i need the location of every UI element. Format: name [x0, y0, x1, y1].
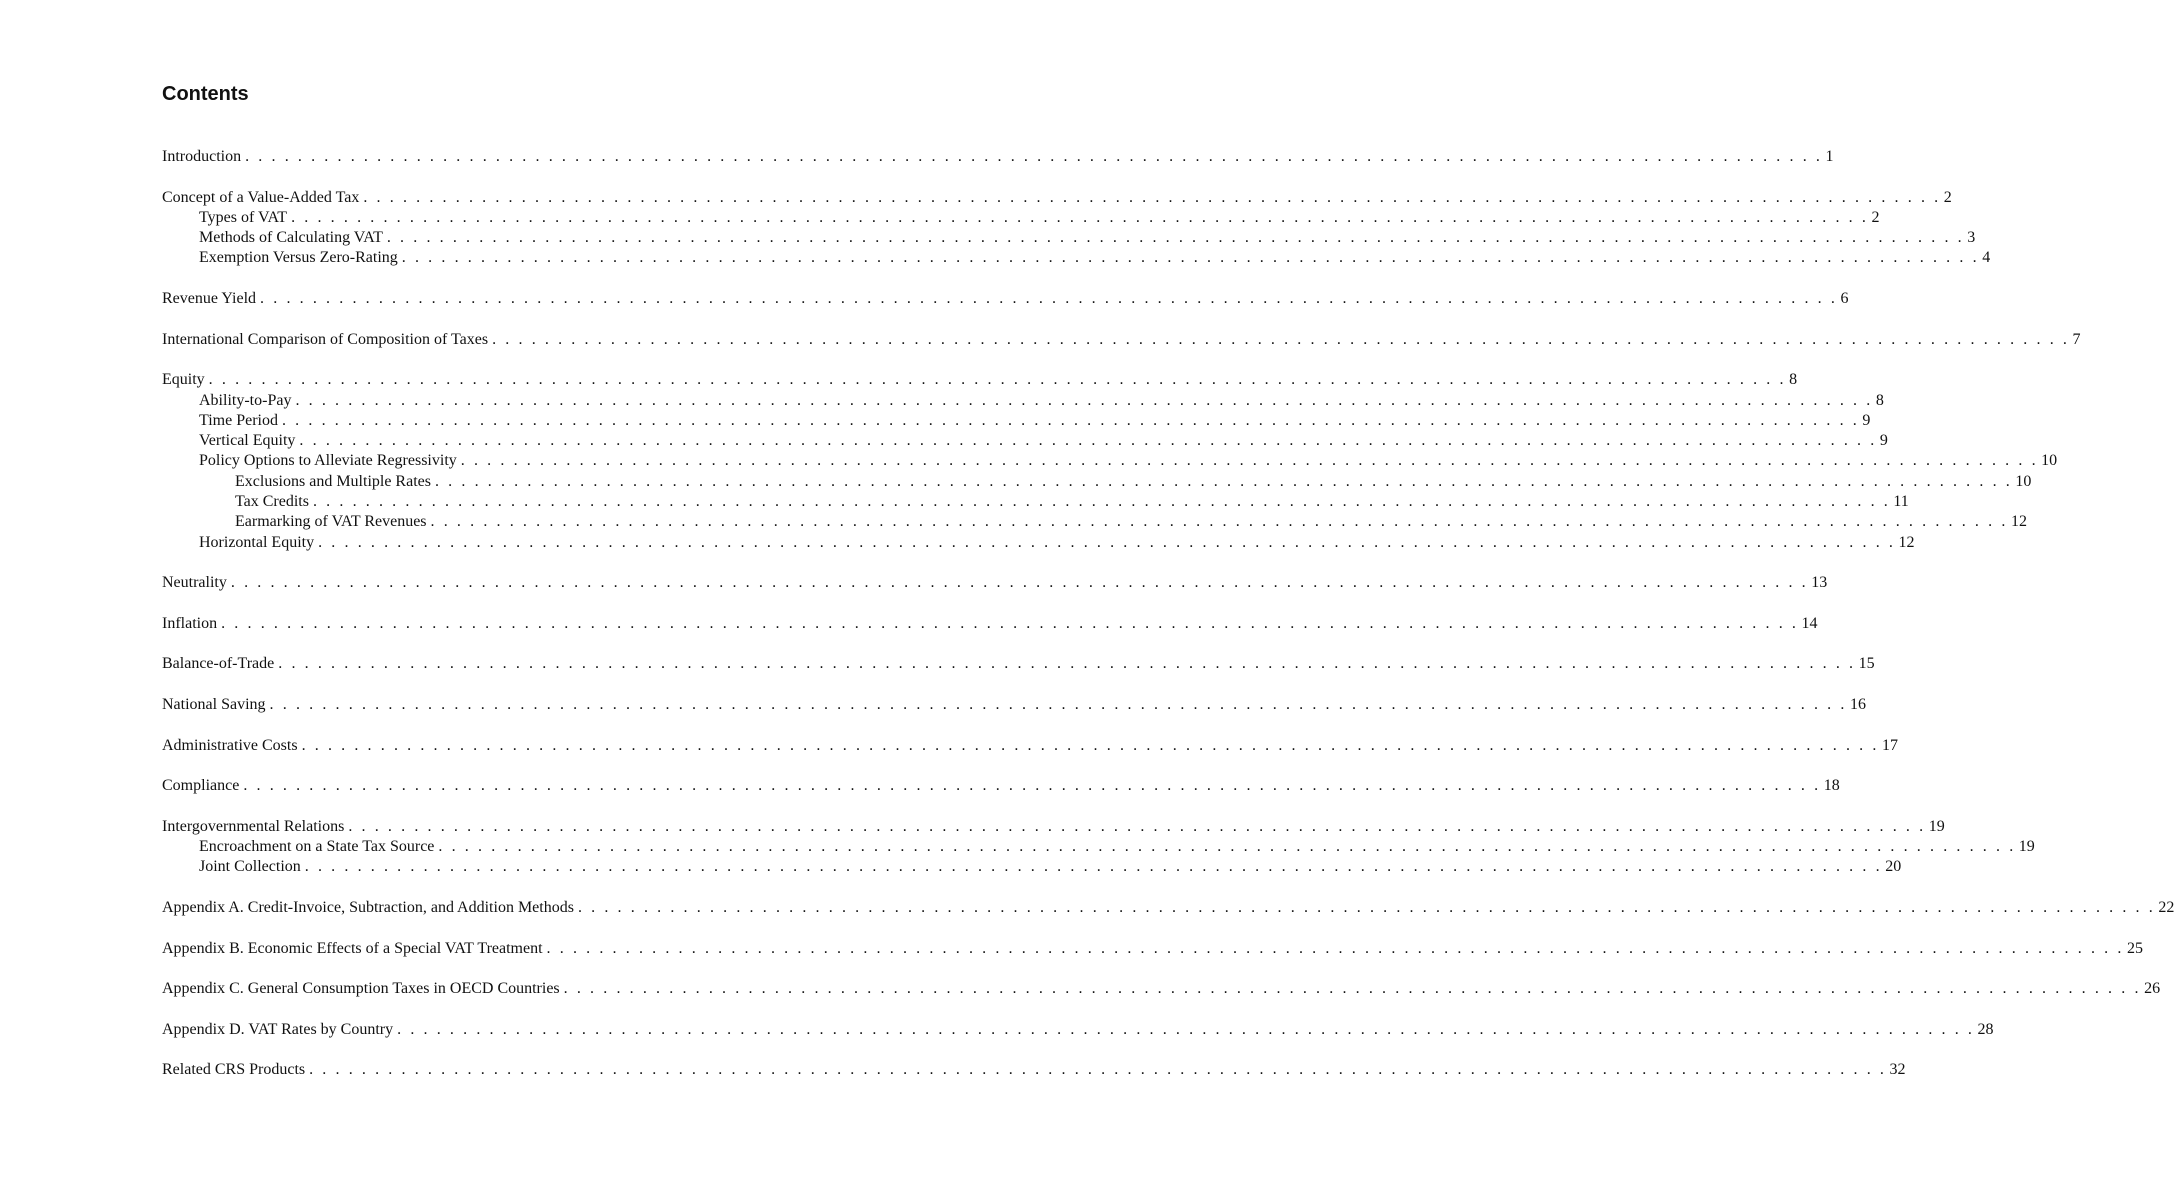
toc-dot-leader: . . . . . . . . . . . . . . . . . . . . . . . . . . . . . . . . . . . . . . . . . . . . . . . . . . . . . . . . . . . . . . . . . . . . . . . . . . . . . . . . . . . . . . . . . . . . . . . . . . . . . . . . . . . . . . . . . . . . . . . . [291, 208, 1869, 226]
toc-dot-leader: . . . . . . . . . . . . . . . . . . . . . . . . . . . . . . . . . . . . . . . . . . . . . . . . . . . . . . . . . . . . . . . . . . . . . . . . . . . . . . . . . . . . . . . . . . . . . . . . . . . . . . . . . . . . . . . . . . . . . . . . [363, 188, 1941, 206]
toc-entry-label: Revenue Yield [162, 290, 257, 308]
toc-dot-leader: . . . . . . . . . . . . . . . . . . . . . . . . . . . . . . . . . . . . . . . . . . . . . . . . . . . . . . . . . . . . . . . . . . . . . . . . . . . . . . . . . . . . . . . . . . . . . . . . . . . . . . . . . . . . . . . . . . . . . . . . [430, 513, 2008, 531]
toc-entry[interactable] [162, 228, 1976, 248]
toc-entry[interactable] [162, 147, 1834, 167]
toc-entry-page-number: 1 [1825, 148, 1834, 165]
toc-entry[interactable] [162, 776, 1840, 796]
toc-entry-label: Methods of Calculating VAT [199, 229, 383, 247]
toc-entry-page-number: 6 [1840, 290, 1849, 308]
toc-entry-label: Balance-of-Trade [162, 655, 275, 673]
toc-entry[interactable] [162, 898, 2174, 918]
toc-entry-page-number: 10 [2041, 452, 2058, 470]
toc-dot-leader: . . . . . . . . . . . . . . . . . . . . . . . . . . . . . . . . . . . . . . . . . . . . . . . . . . . . . . . . . . . . . . . . . . . . . . . . . . . . . . . . . . . . . . . . . . . . . . . . . . . . . . . . . . . . . . . . . . . . . . . . [386, 229, 1965, 247]
toc-dot-leader: . . . . . . . . . . . . . . . . . . . . . . . . . . . . . . . . . . . . . . . . . . . . . . . . . . . . . . . . . . . . . . . . . . . . . . . . . . . . . . . . . . . . . . . . . . . . . . . . . . . . . . . . . . . . . . . . . . . . . . . . [230, 574, 1809, 592]
toc-entry-label: National Saving [162, 696, 266, 714]
toc-entry-label: Encroachment on a State Tax Source [199, 838, 435, 856]
toc-entry-page-number: 9 [1879, 432, 1888, 450]
toc-entry-page-number: 13 [1811, 574, 1828, 592]
toc-dot-leader: . . . . . . . . . . . . . . . . . . . . . . . . . . . . . . . . . . . . . . . . . . . . . . . . . . . . . . . . . . . . . . . . . . . . . . . . . . . . . . . . . . . . . . . . . . . . . . . . . . . . . . . . . . . . . . . . . . . . . . . . [295, 391, 1873, 409]
toc-entry-page-number: 15 [1858, 655, 1875, 673]
toc-entry-page-number: 4 [1982, 249, 1991, 267]
toc-dot-leader: . . . . . . . . . . . . . . . . . . . . . . . . . . . . . . . . . . . . . . . . . . . . . . . . . . . . . . . . . . . . . . . . . . . . . . . . . . . . . . . . . . . . . . . . . . . . . . . . . . . . . . . . . . . . . . . . . . . . . . . . [221, 614, 1799, 632]
toc-dot-leader: . . . . . . . . . . . . . . . . . . . . . . . . . . . . . . . . . . . . . . . . . . . . . . . . . . . . . . . . . . . . . . . . . . . . . . . . . . . . . . . . . . . . . . . . . . . . . . . . . . . . . . . . . . . . . . . . . . . . . . . . [304, 858, 1883, 876]
toc-entry-page-number: 32 [1889, 1061, 1906, 1079]
toc-dot-leader: . . . . . . . . . . . . . . . . . . . . . . . . . . . . . . . . . . . . . . . . . . . . . . . . . . . . . . . . . . . . . . . . . . . . . . . . . . . . . . . . . . . . . . . . . . . . . . . . . . . . . . . . . . . . . . . . . . . . . . . . [563, 980, 2142, 998]
toc-entry-label: Appendix A. Credit-Invoice, Subtraction, and Addition Methods [162, 898, 574, 916]
toc-entry[interactable] [162, 654, 1875, 674]
toc-dot-leader: . . . . . . . . . . . . . . . . . . . . . . . . . . . . . . . . . . . . . . . . . . . . . . . . . . . . . . . . . . . . . . . . . . . . . . . . . . . . . . . . . . . . . . . . . . . . . . . . . . . . . . . . . . . . . . . . . . . . . . . . [397, 1020, 1975, 1038]
toc-dot-leader: . . . . . . . . . . . . . . . . . . . . . . . . . . . . . . . . . . . . . . . . . . . . . . . . . . . . . . . . . . . . . . . . . . . . . . . . . . . . . . . . . . . . . . . . . . . . . . . . . . . . . . . . . . . . . . . . . . . . . . . . [577, 898, 2156, 916]
toc-entry-page-number: 9 [1862, 411, 1871, 429]
toc-entry[interactable] [162, 330, 2081, 350]
toc-entry-page-number: 20 [1885, 858, 1902, 876]
toc-entry[interactable] [162, 289, 1849, 309]
toc-dot-leader: . . . . . . . . . . . . . . . . . . . . . . . . . . . . . . . . . . . . . . . . . . . . . . . . . . . . . . . . . . . . . . . . . . . . . . . . . . . . . . . . . . . . . . . . . . . . . . . . . . . . . . . . . . . . . . . . . . . . . . . . [243, 777, 1821, 795]
toc-entry[interactable] [162, 573, 1828, 593]
toc-entry[interactable] [162, 492, 1909, 512]
toc-entry[interactable] [162, 411, 1871, 431]
toc-dot-leader: . . . . . . . . . . . . . . . . . . . . . . . . . . . . . . . . . . . . . . . . . . . . . . . . . . . . . . . . . . . . . . . . . . . . . . . . . . . . . . . . . . . . . . . . . . . . . . . . . . . . . . . . . . . . . . . . . . . . . . . . [278, 655, 1856, 673]
toc-dot-leader: . . . . . . . . . . . . . . . . . . . . . . . . . . . . . . . . . . . . . . . . . . . . . . . . . . . . . . . . . . . . . . . . . . . . . . . . . . . . . . . . . . . . . . . . . . . . . . . . . . . . . . . . . . . . . . . . . . . . . . . . [301, 736, 1879, 754]
table-of-contents [162, 147, 2174, 1081]
toc-entry[interactable] [162, 736, 1898, 756]
toc-entry-label: Inflation [162, 614, 218, 632]
toc-entry-label: Appendix B. Economic Effects of a Special VAT Treatment [162, 939, 543, 957]
toc-entry[interactable] [162, 208, 1880, 228]
toc-entry[interactable] [162, 939, 2143, 959]
toc-entry-label: International Comparison of Composition of Taxes [162, 330, 489, 348]
toc-entry-label: Equity [162, 371, 205, 389]
toc-entry-label: Vertical Equity [199, 432, 296, 450]
toc-entry-label: Joint Collection [199, 858, 301, 876]
toc-entry-label: Compliance [162, 777, 240, 795]
toc-entry-page-number: 11 [1893, 493, 1909, 511]
toc-entry[interactable] [162, 1060, 1906, 1080]
toc-dot-leader: . . . . . . . . . . . . . . . . . . . . . . . . . . . . . . . . . . . . . . . . . . . . . . . . . . . . . . . . . . . . . . . . . . . . . . . . . . . . . . . . . . . . . . . . . . . . . . . . . . . . . . . . . . . . . . . . . . . . . . . . [208, 371, 1787, 389]
toc-entry-page-number: 19 [1928, 817, 1945, 835]
toc-entry-page-number: 14 [1801, 614, 1818, 632]
toc-entry-page-number: 19 [2018, 838, 2035, 856]
toc-entry[interactable] [162, 451, 2058, 471]
toc-entry-label: Exemption Versus Zero-Rating [199, 249, 398, 267]
toc-dot-leader: . . . . . . . . . . . . . . . . . . . . . . . . . . . . . . . . . . . . . . . . . . . . . . . . . . . . . . . . . . . . . . . . . . . . . . . . . . . . . . . . . . . . . . . . . . . . . . . . . . . . . . . . . . . . . . . . . . . . . . . . [309, 1061, 1887, 1079]
toc-entry-label: Concept of a Value-Added Tax [162, 188, 360, 206]
toc-dot-leader: . . . . . . . . . . . . . . . . . . . . . . . . . . . . . . . . . . . . . . . . . . . . . . . . . . . . . . . . . . . . . . . . . . . . . . . . . . . . . . . . . . . . . . . . . . . . . . . . . . . . . . . . . . . . . . . . . . . . . . . . [460, 452, 2039, 470]
toc-dot-leader: . . . . . . . . . . . . . . . . . . . . . . . . . . . . . . . . . . . . . . . . . . . . . . . . . . . . . . . . . . . . . . . . . . . . . . . . . . . . . . . . . . . . . . . . . . . . . . . . . . . . . . . . . . . . . . . . . . . . . . . . [269, 696, 1847, 714]
toc-entry-page-number: 7 [2072, 330, 2081, 348]
toc-entry-label: Time Period [199, 411, 278, 429]
toc-dot-leader: . . . . . . . . . . . . . . . . . . . . . . . . . . . . . . . . . . . . . . . . . . . . . . . . . . . . . . . . . . . . . . . . . . . . . . . . . . . . . . . . . . . . . . . . . . . . . . . . . . . . . . . . . . . . . . . . . . . . . . . . [348, 817, 1926, 835]
toc-entry[interactable] [162, 857, 1902, 877]
toc-entry[interactable] [162, 431, 1888, 451]
toc-entry-page-number: 25 [2126, 939, 2143, 957]
toc-entry-page-number: 8 [1789, 371, 1798, 389]
toc-entry-label: Introduction [162, 148, 242, 165]
toc-entry[interactable] [162, 695, 1866, 715]
toc-entry-label: Related CRS Products [162, 1061, 306, 1079]
toc-entry[interactable] [162, 248, 1991, 268]
toc-entry-page-number: 10 [2015, 472, 2032, 490]
toc-entry-label: Neutrality [162, 574, 227, 592]
toc-entry[interactable] [162, 817, 1945, 837]
toc-dot-leader: . . . . . . . . . . . . . . . . . . . . . . . . . . . . . . . . . . . . . . . . . . . . . . . . . . . . . . . . . . . . . . . . . . . . . . . . . . . . . . . . . . . . . . . . . . . . . . . . . . . . . . . . . . . . . . . . . . . . . . . . [281, 411, 1860, 429]
toc-entry-label: Intergovernmental Relations [162, 817, 345, 835]
toc-entry-page-number: 12 [2010, 513, 2027, 531]
toc-entry-label: Ability-to-Pay [199, 391, 292, 409]
toc-entry[interactable] [162, 472, 2032, 492]
toc-entry-page-number: 3 [1967, 229, 1976, 247]
toc-entry[interactable] [162, 391, 1884, 411]
toc-entry[interactable] [162, 979, 2161, 999]
page-title: Contents [162, 83, 249, 105]
toc-entry[interactable] [162, 512, 2027, 532]
toc-entry-label: Horizontal Equity [199, 533, 315, 551]
toc-entry-label: Exclusions and Multiple Rates [235, 472, 431, 490]
toc-entry-page-number: 17 [1881, 736, 1898, 754]
toc-entry-label: Policy Options to Alleviate Regressivity [199, 452, 457, 470]
toc-entry-label: Types of VAT [199, 208, 288, 226]
toc-entry[interactable] [162, 533, 1915, 553]
toc-entry[interactable] [162, 837, 2035, 857]
toc-dot-leader: . . . . . . . . . . . . . . . . . . . . . . . . . . . . . . . . . . . . . . . . . . . . . . . . . . . . . . . . . . . . . . . . . . . . . . . . . . . . . . . . . . . . . . . . . . . . . . . . . . . . . . . . . . . . . . . . . . . . . . . . [434, 472, 2013, 490]
toc-dot-leader: . . . . . . . . . . . . . . . . . . . . . . . . . . . . . . . . . . . . . . . . . . . . . . . . . . . . . . . . . . . . . . . . . . . . . . . . . . . . . . . . . . . . . . . . . . . . . . . . . . . . . . . . . . . . . . . . . . . . . . . . [312, 493, 1891, 511]
toc-dot-leader: . . . . . . . . . . . . . . . . . . . . . . . . . . . . . . . . . . . . . . . . . . . . . . . . . . . . . . . . . . . . . . . . . . . . . . . . . . . . . . . . . . . . . . . . . . . . . . . . . . . . . . . . . . . . . . . . . . . . . . . . [438, 838, 2016, 856]
toc-dot-leader: . . . . . . . . . . . . . . . . . . . . . . . . . . . . . . . . . . . . . . . . . . . . . . . . . . . . . . . . . . . . . . . . . . . . . . . . . . . . . . . . . . . . . . . . . . . . . . . . . . . . . . . . . . . . . . . . . . . . . . . . [299, 432, 1877, 450]
toc-dot-leader: . . . . . . . . . . . . . . . . . . . . . . . . . . . . . . . . . . . . . . . . . . . . . . . . . . . . . . . . . . . . . . . . . . . . . . . . . . . . . . . . . . . . . . . . . . . . . . . . . . . . . . . . . . . . . . . . . . . . . . . . [492, 330, 2070, 348]
toc-entry-page-number: 22 [2158, 898, 2174, 916]
toc-entry-label: Earmarking of VAT Revenues [235, 513, 427, 531]
toc-dot-leader: . . . . . . . . . . . . . . . . . . . . . . . . . . . . . . . . . . . . . . . . . . . . . . . . . . . . . . . . . . . . . . . . . . . . . . . . . . . . . . . . . . . . . . . . . . . . . . . . . . . . . . . . . . . . . . . . . . . . . . . . [546, 939, 2124, 957]
toc-entry[interactable] [162, 370, 1798, 390]
toc-entry-label: Tax Credits [235, 493, 309, 511]
toc-entry-page-number: 8 [1875, 391, 1884, 409]
toc-entry[interactable] [162, 1020, 1994, 1040]
toc-dot-leader: . . . . . . . . . . . . . . . . . . . . . . . . . . . . . . . . . . . . . . . . . . . . . . . . . . . . . . . . . . . . . . . . . . . . . . . . . . . . . . . . . . . . . . . . . . . . . . . . . . . . . . . . . . . . . . . . . . . . . . . . [260, 290, 1838, 308]
toc-entry-page-number: 26 [2144, 980, 2161, 998]
toc-dot-leader: . . . . . . . . . . . . . . . . . . . . . . . . . . . . . . . . . . . . . . . . . . . . . . . . . . . . . . . . . . . . . . . . . . . . . . . . . . . . . . . . . . . . . . . . . . . . . . . . . . . . . . . . . . . . . . . . . . . . . . . . [245, 148, 1823, 165]
toc-entry-label: Administrative Costs [162, 736, 298, 754]
toc-entry-label: Appendix D. VAT Rates by Country [162, 1020, 394, 1038]
toc-entry-page-number: 2 [1871, 208, 1880, 226]
toc-entry-page-number: 12 [1898, 533, 1915, 551]
toc-dot-leader: . . . . . . . . . . . . . . . . . . . . . . . . . . . . . . . . . . . . . . . . . . . . . . . . . . . . . . . . . . . . . . . . . . . . . . . . . . . . . . . . . . . . . . . . . . . . . . . . . . . . . . . . . . . . . . . . . . . . . . . . [401, 249, 1980, 267]
toc-entry-page-number: 18 [1823, 777, 1840, 795]
toc-entry[interactable] [162, 614, 1818, 634]
toc-entry-page-number: 2 [1943, 188, 1952, 206]
toc-dot-leader: . . . . . . . . . . . . . . . . . . . . . . . . . . . . . . . . . . . . . . . . . . . . . . . . . . . . . . . . . . . . . . . . . . . . . . . . . . . . . . . . . . . . . . . . . . . . . . . . . . . . . . . . . . . . . . . . . . . . . . . . [318, 533, 1896, 551]
toc-entry-page-number: 16 [1849, 696, 1866, 714]
toc-entry-page-number: 28 [1977, 1020, 1994, 1038]
toc-entry-label: Appendix C. General Consumption Taxes in OECD Countries [162, 980, 560, 998]
toc-entry[interactable] [162, 188, 1952, 208]
